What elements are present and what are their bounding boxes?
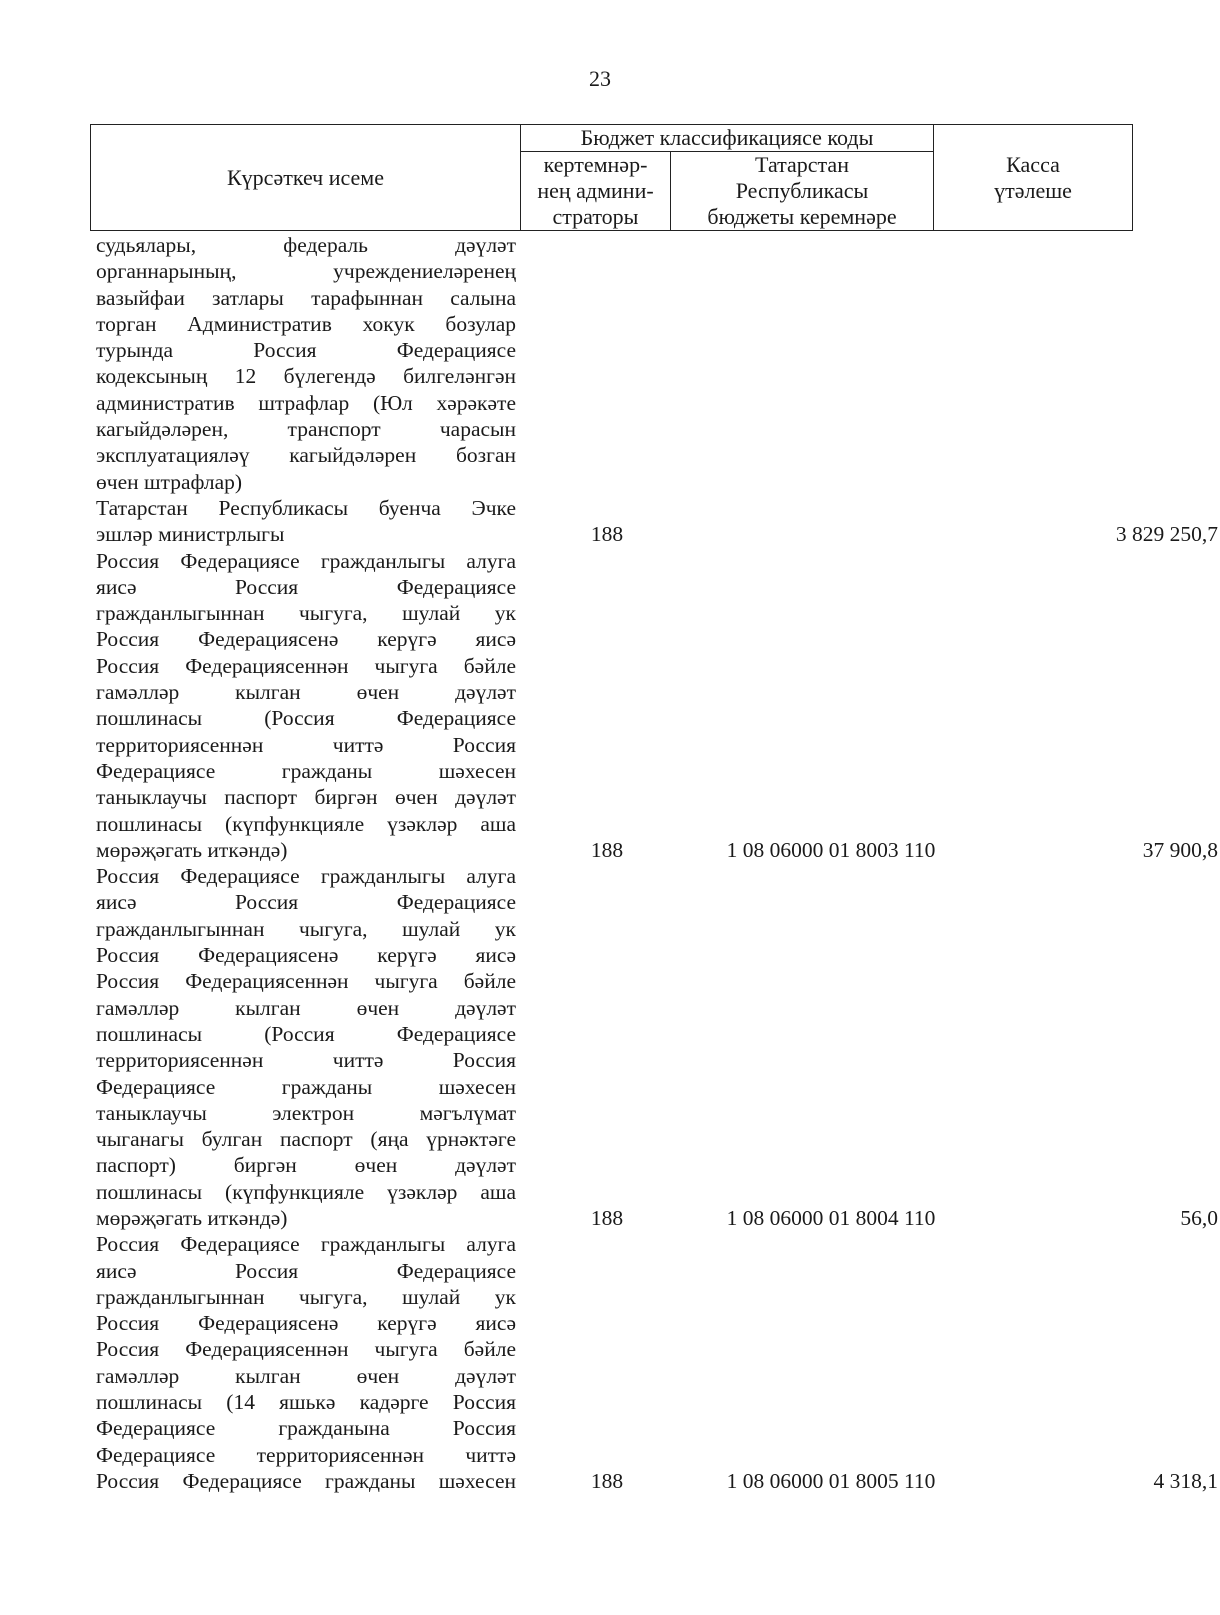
indicator-name-line: судьялары, федераль дәүләт xyxy=(96,233,516,257)
header-budget-code-group: Бюджет классификациясе коды xyxy=(521,125,934,152)
admin-code-cell: 188 xyxy=(590,1205,624,1230)
indicator-name-line: территориясеннән читтә Россия xyxy=(96,1048,516,1073)
indicator-name-line: эксплуатацияләү кагыйдәләрен бозган xyxy=(96,443,516,468)
header-revenue-col xyxy=(671,152,934,231)
admin-code-cell: 188 xyxy=(590,837,624,862)
indicator-name-cell xyxy=(96,863,516,1231)
indicator-name-line: торган Административ хокук бозулар xyxy=(96,311,516,336)
indicator-name-line: территориясеннән читтә Россия xyxy=(96,732,516,757)
indicator-name-line: Федерациясе гражданы шәхесен xyxy=(96,758,516,783)
indicator-name-line: Федерациясе гражданына Россия xyxy=(96,1416,516,1441)
revenue-code-cell: 1 08 06000 01 8005 110 xyxy=(726,1468,936,1493)
indicator-name-line: Россия Федерациясе гражданлыгы алуга xyxy=(96,864,516,889)
admin-code-cell: 188 xyxy=(590,1468,624,1493)
table-row xyxy=(96,863,1218,1231)
revenue-code-cell: 1 08 06000 01 8004 110 xyxy=(726,1205,936,1230)
indicator-name-line: Россия Федерациясе гражданлыгы алуга xyxy=(96,1232,516,1257)
indicator-name-line: вазыйфаи затлары тарафыннан салына xyxy=(96,285,516,310)
indicator-name-line: Россия Федерациясенә керүгә яисә xyxy=(96,627,516,652)
indicator-name-line: Федерациясе территориясеннән читтә xyxy=(96,1442,516,1467)
indicator-name-line: Россия Федерациясе гражданы шәхесен xyxy=(96,1468,516,1493)
indicator-name-line: мөрәҗәгать иткәндә) xyxy=(96,837,288,862)
header-cash-line: Касса xyxy=(1006,151,1060,177)
indicator-name-line: гражданлыгыннан чыгуга, шулай ук xyxy=(96,916,516,941)
indicator-name-line: кодексының 12 бүлегендә билгеләнгән xyxy=(96,364,516,389)
header-admin-line: кертемнәр- xyxy=(543,152,648,177)
header-cash-execution xyxy=(934,125,1133,231)
indicator-name-line: Россия Федерациясе гражданлыгы алуга xyxy=(96,548,516,573)
indicator-name-line: Россия Федерациясеннән чыгуга бәйле xyxy=(96,969,516,994)
cash-amount-cell: 56,0 xyxy=(1180,1205,1218,1230)
cash-amount-cell: 3 829 250,7 xyxy=(1115,522,1218,547)
indicator-name-line: яисә Россия Федерациясе xyxy=(96,890,516,915)
header-indicator-name: Күрсәткеч исеме xyxy=(91,125,521,231)
indicator-name-cell xyxy=(96,232,516,495)
header-admin-col xyxy=(521,152,671,231)
indicator-name-line: мөрәҗәгать иткәндә) xyxy=(96,1205,288,1230)
header-admin-line: нең админи- xyxy=(537,178,654,203)
header-revenue-line: Республикасы xyxy=(735,178,869,203)
indicator-name-line: административ штрафлар (Юл хәрәкәте xyxy=(96,390,516,415)
indicator-name-line: пошлинасы (14 яшькә кадәрге Россия xyxy=(96,1390,516,1415)
indicator-name-line: Россия Федерациясеннән чыгуга бәйле xyxy=(96,1337,516,1362)
table-row xyxy=(96,548,1218,864)
indicator-name-line: яисә Россия Федерациясе xyxy=(96,574,516,599)
table-row xyxy=(96,1231,1218,1494)
indicator-name-line: Россия Федерациясенә керүгә яисә xyxy=(96,943,516,968)
header-revenue-line: бюджеты керемнәре xyxy=(707,204,897,229)
indicator-name-line: гражданлыгыннан чыгуга, шулай ук xyxy=(96,1284,516,1309)
indicator-name-line: өчен штрафлар) xyxy=(96,469,243,494)
indicator-name-line: чыганагы булган паспорт (яңа үрнәктәге xyxy=(96,1127,516,1152)
indicator-name-line: гамәлләр кылган өчен дәүләт xyxy=(96,995,516,1020)
header-revenue-line: Татарстан xyxy=(755,152,849,177)
indicator-name-cell xyxy=(96,495,516,548)
cash-amount-cell: 37 900,8 xyxy=(1142,837,1218,862)
indicator-name-line: Россия Федерациясеннән чыгуга бәйле xyxy=(96,653,516,678)
admin-code-cell: 188 xyxy=(590,522,624,547)
header-cash-line: үтәлеше xyxy=(994,177,1072,203)
table-body xyxy=(96,232,1218,1494)
indicator-name-line: гражданлыгыннан чыгуга, шулай ук xyxy=(96,601,516,626)
header-admin-line: страторы xyxy=(552,204,639,229)
indicator-name-line: паспорт) биргән өчен дәүләт xyxy=(96,1153,516,1178)
indicator-name-line: Федерациясе гражданы шәхесен xyxy=(96,1074,516,1099)
indicator-name-line: пошлинасы (күпфункцияле үзәкләр аша xyxy=(96,811,516,836)
indicator-name-line: таныклаучы паспорт биргән өчен дәүләт xyxy=(96,785,516,810)
indicator-name-line: гамәлләр кылган өчен дәүләт xyxy=(96,1363,516,1388)
indicator-name-line: кагыйдәләрен, транспорт чарасын xyxy=(96,417,516,442)
indicator-name-line: пошлинасы (Россия Федерациясе xyxy=(96,706,516,731)
indicator-name-cell xyxy=(96,548,516,864)
revenue-code-cell: 1 08 06000 01 8003 110 xyxy=(726,837,936,862)
indicator-name-line: органнарының, учреждениеләренең xyxy=(96,259,516,284)
indicator-name-line: пошлинасы (күпфункцияле үзәкләр аша xyxy=(96,1179,516,1204)
indicator-name-line: таныклаучы электрон мәгълүмат xyxy=(96,1100,516,1125)
indicator-name-line: яисә Россия Федерациясе xyxy=(96,1258,516,1283)
table-row xyxy=(96,232,1136,495)
cash-amount-cell: 4 318,1 xyxy=(1153,1468,1218,1493)
indicator-name-line: эшләр министрлыгы xyxy=(96,522,285,547)
page-number: 23 xyxy=(589,66,611,91)
indicator-name-line: Татарстан Республикасы буенча Эчке xyxy=(96,495,516,520)
indicator-name-line: гамәлләр кылган өчен дәүләт xyxy=(96,680,516,705)
table-row xyxy=(96,495,1218,548)
indicator-name-line: турында Россия Федерациясе xyxy=(96,338,516,363)
table-header xyxy=(90,124,1133,231)
indicator-name-cell xyxy=(96,1231,516,1494)
indicator-name-line: Россия Федерациясенә керүгә яисә xyxy=(96,1311,516,1336)
indicator-name-line: пошлинасы (Россия Федерациясе xyxy=(96,1021,516,1046)
